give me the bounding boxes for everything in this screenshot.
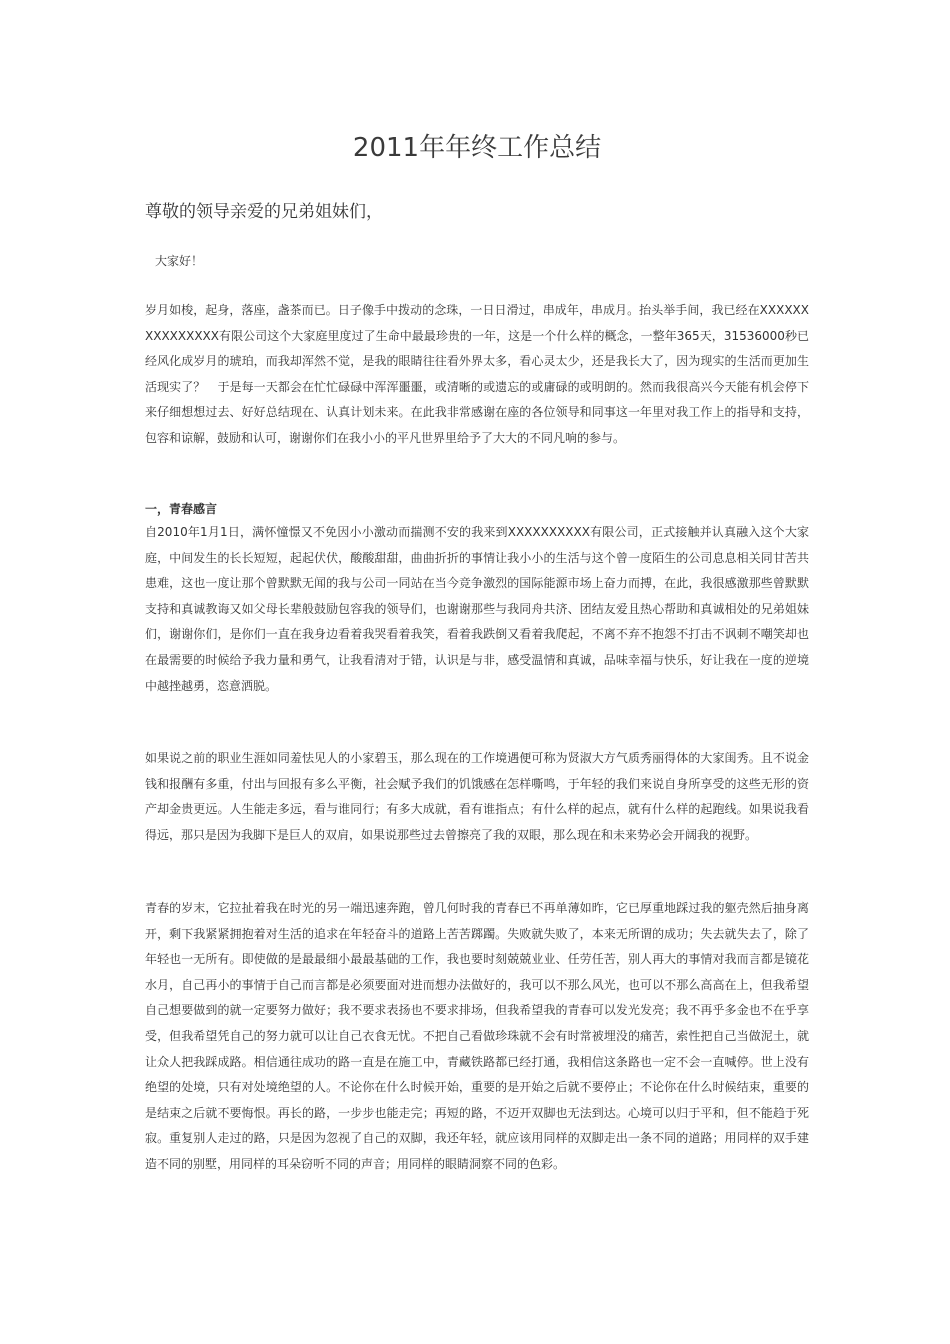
greeting: 大家好！ — [155, 254, 204, 268]
document-title: 2011年年终工作总结 — [352, 133, 602, 163]
section-heading: 一，青春感言 — [145, 502, 218, 516]
body-paragraph: 青春的岁末，它拉扯着我在时光的另一端迅速奔跑，曾几何时我的青春已不再单薄如昨，它已厚重地踩过我的躯壳然后抽身离开，剩下我紧紧拥抱着对生活的追求在年轻奋斗的道路上苦苦踯躅。失败就失败了，本来无所谓的成功；失去就失去了，除了年轻也一无所有。即使做的是最最细小最最基础的工作，我也要时刻兢兢业业、任劳任苦，别人再大的事情对我而言都是镜花水月，自己再小的事情于自己而言都是必须要面对进而想办法做好的，我可以不那么风光，也可以不那么高高在上，但我希望自己想要做到的就一定要努力做好；我不要求表扬也不要求排场，但我希望我的青春可以发光发亮；我不再乎多金也不在乎享受，但我希望凭自己的努力就可以让自己衣食无忧。不把自己看做珍珠就不会有时常被埋没的痛苦，索性把自己当做泥土，就让众人把我踩成路。相信通往成功的路一直是在施工中，青藏铁路都已经打通，我相信这条路也一定不会一直喊停。世上没有绝望的处境，只有对处境绝望的人。不论你在什么时候开始，重要的是开始之后就不要停止；不论你在什么时候结束，重要的是结束之后就不要悔恨。再长的路，一步步也能走完；再短的路，不迈开双脚也无法到达。心境可以归于平和，但不能趋于死寂。重复别人走过的路，只是因为忽视了自己的双脚，我还年轻，就应该用同样的双脚走出一条不同的道路；用同样的双手建造不同的别墅，用同样的耳朵窃听不同的声音；用同样的眼睛洞察不同的色彩。 — [145, 901, 809, 1171]
body-paragraph: 自2010年1月1日，满怀憧憬又不免因小小激动而揣测不安的我来到XXXXXXXXXX有限公司，正式接触并认真融入这个大家庭，中间发生的长长短短，起起伏伏，酸酸甜甜，曲曲折折的事情让我小小的生活与这个曾一度陌生的公司息息相关同甘苦共患难，这也一度让那个曾默默无闻的我与公司一同站在当今竞争激烈的国际能源市场上奋力而搏，在此，我很感激那些曾默默支持和真诚教诲又如父母长辈般鼓励包容我的领导们，也谢谢那些与我同舟共济、团结友爱且热心帮助和真诚相处的兄弟姐妹们，谢谢你们，是你们一直在我身边看着我哭看着我笑，看着我跌倒又看着我爬起，不离不弃不抱怨不打击不讽刺不嘲笑却也在最需要的时候给予我力量和勇气，让我看清对于错，认识是与非，感受温情和真诚，品味幸福与快乐，好让我在一度的逆境中越挫越勇，恣意洒脱。 — [145, 525, 809, 693]
intro-paragraph: 岁月如梭，起身，落座，盏茶而已。日子像手中拨动的念珠，一日日滑过，串成年，串成月。抬头举手间，我已经在XXXXXXXXXXXXXXX有限公司这个大家庭里度过了生命中最最珍贵的一年，这是一个什么样的概念，一整年365天，31536000秒已经风化成岁月的琥珀，而我却浑然不觉，是我的眼睛往往看外界太多，看心灵太少，还是我长大了，因为现实的生活而更加生活现实了？ 于是每一天都会在忙忙碌碌中浑浑噩噩，或清晰的或遗忘的或庸碌的或明朗的。然而我很高兴今天能有机会停下来仔细想想过去、好好总结现在、认真计划未来。在此我非常感谢在座的各位领导和同事这一年里对我工作上的指导和支持，包容和谅解，鼓励和认可，谢谢你们在我小小的平凡世界里给予了大大的不同凡响的参与。 — [145, 303, 809, 445]
salutation: 尊敬的领导亲爱的兄弟姐妹们， — [145, 202, 383, 222]
body-paragraph: 如果说之前的职业生涯如同羞怯见人的小家碧玉，那么现在的工作境遇便可称为贤淑大方气质秀丽得体的大家闺秀。且不说金钱和报酬有多重，付出与回报有多么平衡，社会赋予我们的饥饿感在怎样嘶鸣，于年轻的我们来说自身所享受的这些无形的资产却金贵更远。人生能走多远，看与谁同行；有多大成就，看有谁指点；有什么样的起点，就有什么样的起跑线。如果说我看得远，那只是因为我脚下是巨人的双肩，如果说那些过去曾擦亮了我的双眼，那么现在和未来势必会开阔我的视野。 — [145, 751, 809, 842]
